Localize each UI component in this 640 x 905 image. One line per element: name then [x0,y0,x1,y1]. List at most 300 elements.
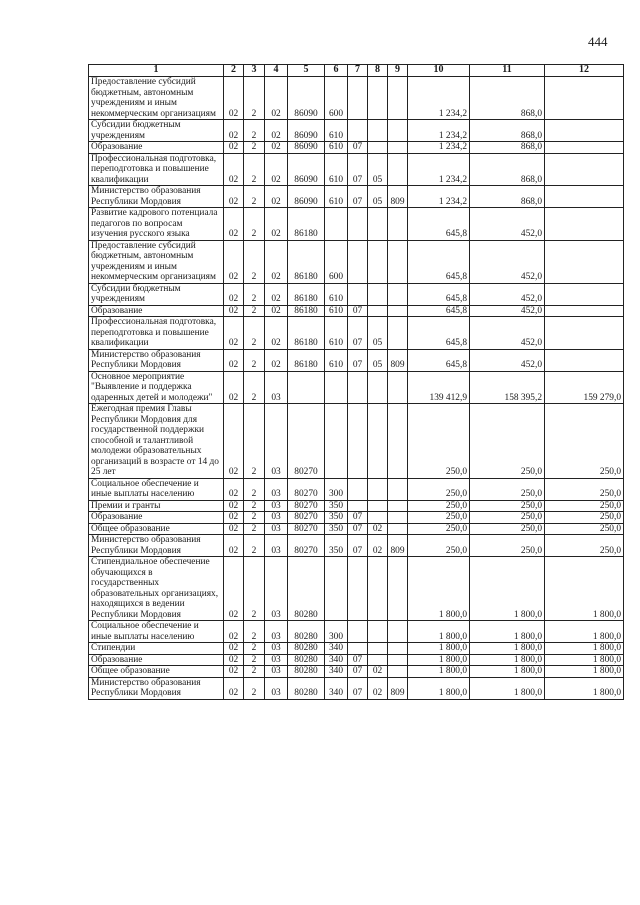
cell-col-9 [388,523,408,535]
cell-col-10: 645,8 [408,283,470,305]
row-name-cell: Образование [89,142,224,154]
cell-col-10: 1 800,0 [408,677,470,699]
cell-col-3: 2 [244,153,265,186]
cell-col-12: 1 800,0 [545,643,624,655]
header-col-1: 1 [89,65,224,77]
cell-col-4: 02 [265,186,288,208]
cell-col-6: 610 [325,349,348,371]
cell-col-9 [388,153,408,186]
cell-col-11: 868,0 [470,186,545,208]
header-col-7: 7 [348,65,368,77]
cell-col-11: 1 800,0 [470,557,545,621]
cell-col-5: 86090 [288,77,325,120]
cell-col-8: 02 [368,677,388,699]
row-name-cell: Основное мероприятие "Выявление и поддержка одаренных детей и молодежи" [89,371,224,404]
cell-col-11: 1 800,0 [470,666,545,678]
row-name-cell: Социальное обеспечение и иные выплаты населению [89,478,224,500]
cell-col-10: 250,0 [408,512,470,524]
cell-col-11: 250,0 [470,535,545,557]
cell-col-8 [368,654,388,666]
cell-col-11: 250,0 [470,404,545,479]
cell-col-5: 86090 [288,186,325,208]
cell-col-7: 07 [348,523,368,535]
row-name-cell: Министерство образования Республики Мордовия [89,535,224,557]
cell-col-3: 2 [244,557,265,621]
cell-col-6: 340 [325,654,348,666]
cell-col-4: 03 [265,643,288,655]
cell-col-3: 2 [244,349,265,371]
cell-col-8 [368,240,388,283]
cell-col-12: 250,0 [545,500,624,512]
cell-col-7 [348,557,368,621]
cell-col-7 [348,208,368,241]
table-row [89,120,624,142]
cell-col-12 [545,142,624,154]
cell-col-10: 1 234,2 [408,153,470,186]
cell-col-11: 452,0 [470,305,545,317]
table-row [89,283,624,305]
cell-col-11: 452,0 [470,283,545,305]
cell-col-9: 809 [388,349,408,371]
row-name-cell: Министерство образования Республики Мордовия [89,349,224,371]
cell-col-7 [348,404,368,479]
cell-col-2: 02 [224,153,244,186]
table-row [89,317,624,350]
row-name-cell: Министерство образования Республики Мордовия [89,677,224,699]
row-name-cell: Общее образование [89,523,224,535]
cell-col-2: 02 [224,142,244,154]
cell-col-7: 07 [348,317,368,350]
cell-col-6: 610 [325,317,348,350]
cell-col-8: 05 [368,186,388,208]
cell-col-7: 07 [348,142,368,154]
cell-col-5: 80270 [288,523,325,535]
cell-col-7 [348,283,368,305]
cell-col-9 [388,643,408,655]
cell-col-8 [368,500,388,512]
cell-col-8 [368,305,388,317]
cell-col-4: 02 [265,77,288,120]
cell-col-11: 868,0 [470,153,545,186]
cell-col-11: 1 800,0 [470,643,545,655]
row-name-cell: Профессиональная подготовка, переподготовка и повышение квалификации [89,153,224,186]
cell-col-7 [348,77,368,120]
cell-col-2: 02 [224,120,244,142]
cell-col-8 [368,208,388,241]
table-row [89,666,624,678]
cell-col-11: 868,0 [470,142,545,154]
cell-col-4: 02 [265,240,288,283]
cell-col-9 [388,120,408,142]
cell-col-5: 80270 [288,535,325,557]
cell-col-9 [388,142,408,154]
cell-col-2: 02 [224,643,244,655]
table-row [89,404,624,479]
cell-col-10: 1 800,0 [408,621,470,643]
cell-col-3: 2 [244,371,265,404]
cell-col-8 [368,371,388,404]
cell-col-10: 1 234,2 [408,77,470,120]
cell-col-2: 02 [224,557,244,621]
cell-col-6: 610 [325,142,348,154]
table-row [89,654,624,666]
header-col-5: 5 [288,65,325,77]
cell-col-12 [545,186,624,208]
cell-col-8: 02 [368,666,388,678]
cell-col-8 [368,557,388,621]
cell-col-5: 80280 [288,557,325,621]
cell-col-3: 2 [244,404,265,479]
cell-col-10: 139 412,9 [408,371,470,404]
cell-col-3: 2 [244,305,265,317]
cell-col-6: 350 [325,512,348,524]
cell-col-7: 07 [348,305,368,317]
cell-col-5: 86180 [288,349,325,371]
cell-col-12: 1 800,0 [545,666,624,678]
cell-col-11: 250,0 [470,500,545,512]
table-row [89,643,624,655]
cell-col-12 [545,208,624,241]
cell-col-3: 2 [244,666,265,678]
cell-col-9 [388,478,408,500]
cell-col-11: 452,0 [470,317,545,350]
table-row [89,478,624,500]
cell-col-9 [388,283,408,305]
cell-col-10: 250,0 [408,404,470,479]
cell-col-11: 452,0 [470,208,545,241]
cell-col-2: 02 [224,317,244,350]
cell-col-5: 80270 [288,478,325,500]
page-number: 444 [588,34,608,49]
cell-col-12: 159 279,0 [545,371,624,404]
cell-col-11: 250,0 [470,478,545,500]
cell-col-4: 03 [265,621,288,643]
table-row [89,500,624,512]
cell-col-7: 07 [348,186,368,208]
row-name-cell: Образование [89,512,224,524]
cell-col-7 [348,371,368,404]
row-name-cell: Субсидии бюджетным учреждениям [89,120,224,142]
cell-col-5: 80270 [288,404,325,479]
cell-col-5: 86180 [288,317,325,350]
cell-col-10: 1 234,2 [408,142,470,154]
cell-col-9 [388,557,408,621]
cell-col-5 [288,371,325,404]
cell-col-2: 02 [224,621,244,643]
cell-col-5: 80270 [288,500,325,512]
cell-col-6: 610 [325,153,348,186]
cell-col-12: 1 800,0 [545,654,624,666]
cell-col-9 [388,317,408,350]
cell-col-6 [325,208,348,241]
cell-col-10: 1 800,0 [408,557,470,621]
row-name-cell: Профессиональная подготовка, переподготовка и повышение квалификации [89,317,224,350]
cell-col-6: 600 [325,77,348,120]
cell-col-9 [388,240,408,283]
cell-col-11: 1 800,0 [470,621,545,643]
cell-col-2: 02 [224,677,244,699]
cell-col-11: 1 800,0 [470,677,545,699]
cell-col-7: 07 [348,349,368,371]
cell-col-7: 07 [348,666,368,678]
cell-col-6: 340 [325,643,348,655]
cell-col-6 [325,557,348,621]
table-row [89,677,624,699]
cell-col-6: 610 [325,283,348,305]
cell-col-3: 2 [244,677,265,699]
row-name-cell: Предоставление субсидий бюджетным, автономным учреждениям и иным некоммерческим организациям [89,240,224,283]
cell-col-8 [368,621,388,643]
cell-col-6: 610 [325,186,348,208]
cell-col-6: 340 [325,677,348,699]
table-row [89,240,624,283]
cell-col-4: 03 [265,500,288,512]
cell-col-8 [368,512,388,524]
cell-col-10: 645,8 [408,349,470,371]
cell-col-5: 80280 [288,666,325,678]
cell-col-3: 2 [244,208,265,241]
cell-col-4: 02 [265,317,288,350]
cell-col-9 [388,77,408,120]
cell-col-4: 02 [265,142,288,154]
row-name-cell: Стипендиальное обеспечение обучающихся в государственных образовательных организациях, находящихся в ведении Республики Мордовия [89,557,224,621]
cell-col-11: 452,0 [470,240,545,283]
cell-col-12 [545,240,624,283]
cell-col-4: 03 [265,478,288,500]
cell-col-5: 80270 [288,512,325,524]
cell-col-2: 02 [224,478,244,500]
table-row [89,77,624,120]
cell-col-12: 1 800,0 [545,621,624,643]
cell-col-3: 2 [244,621,265,643]
header-col-2: 2 [224,65,244,77]
cell-col-10: 645,8 [408,240,470,283]
cell-col-11: 868,0 [470,120,545,142]
table-row [89,557,624,621]
cell-col-4: 02 [265,120,288,142]
table-row [89,535,624,557]
cell-col-2: 02 [224,371,244,404]
cell-col-7 [348,240,368,283]
cell-col-7 [348,500,368,512]
cell-col-3: 2 [244,186,265,208]
cell-col-10: 645,8 [408,305,470,317]
cell-col-12: 1 800,0 [545,677,624,699]
cell-col-5: 80280 [288,643,325,655]
cell-col-9 [388,500,408,512]
cell-col-4: 03 [265,677,288,699]
row-name-cell: Образование [89,305,224,317]
cell-col-2: 02 [224,208,244,241]
cell-col-4: 02 [265,283,288,305]
cell-col-12: 250,0 [545,523,624,535]
table-row [89,371,624,404]
cell-col-4: 02 [265,153,288,186]
row-name-cell: Ежегодная премия Главы Республики Мордовия для государственной поддержки способной и талантливой молодежи образовательных организаций в возрасте от 14 до 25 лет [89,404,224,479]
cell-col-2: 02 [224,349,244,371]
cell-col-11: 250,0 [470,523,545,535]
header-col-6: 6 [325,65,348,77]
cell-col-8: 02 [368,535,388,557]
cell-col-3: 2 [244,120,265,142]
cell-col-8 [368,283,388,305]
cell-col-2: 02 [224,77,244,120]
cell-col-5: 86180 [288,240,325,283]
cell-col-3: 2 [244,240,265,283]
cell-col-4: 03 [265,523,288,535]
cell-col-5: 86090 [288,142,325,154]
cell-col-2: 02 [224,666,244,678]
cell-col-4: 02 [265,305,288,317]
cell-col-11: 250,0 [470,512,545,524]
cell-col-4: 03 [265,371,288,404]
cell-col-10: 1 234,2 [408,120,470,142]
cell-col-7 [348,120,368,142]
cell-col-4: 03 [265,535,288,557]
cell-col-9 [388,621,408,643]
cell-col-2: 02 [224,283,244,305]
cell-col-12: 250,0 [545,512,624,524]
cell-col-3: 2 [244,283,265,305]
cell-col-6: 350 [325,535,348,557]
row-name-cell: Стипендии [89,643,224,655]
cell-col-9: 809 [388,535,408,557]
cell-col-10: 1 234,2 [408,186,470,208]
cell-col-5: 86090 [288,153,325,186]
header-col-12: 12 [545,65,624,77]
cell-col-4: 03 [265,404,288,479]
cell-col-6 [325,404,348,479]
budget-table [88,64,624,700]
header-col-3: 3 [244,65,265,77]
cell-col-3: 2 [244,317,265,350]
cell-col-4: 03 [265,512,288,524]
cell-col-8 [368,643,388,655]
cell-col-12 [545,317,624,350]
cell-col-8 [368,478,388,500]
cell-col-7: 07 [348,512,368,524]
cell-col-7 [348,478,368,500]
table-row [89,153,624,186]
row-name-cell: Общее образование [89,666,224,678]
cell-col-4: 03 [265,666,288,678]
header-col-8: 8 [368,65,388,77]
cell-col-5: 80280 [288,677,325,699]
cell-col-10: 250,0 [408,500,470,512]
cell-col-10: 250,0 [408,523,470,535]
cell-col-9 [388,305,408,317]
cell-col-12: 250,0 [545,478,624,500]
cell-col-7: 07 [348,654,368,666]
row-name-cell: Субсидии бюджетным учреждениям [89,283,224,305]
cell-col-5: 86180 [288,208,325,241]
cell-col-11: 158 395,2 [470,371,545,404]
cell-col-9 [388,666,408,678]
cell-col-7: 07 [348,535,368,557]
row-name-cell: Развитие кадрового потенциала педагогов по вопросам изучения русского языка [89,208,224,241]
cell-col-9: 809 [388,186,408,208]
cell-col-9 [388,654,408,666]
cell-col-10: 645,8 [408,317,470,350]
cell-col-3: 2 [244,523,265,535]
header-row [89,65,624,77]
cell-col-4: 02 [265,208,288,241]
row-name-cell: Предоставление субсидий бюджетным, автономным учреждениям и иным некоммерческим организациям [89,77,224,120]
cell-col-2: 02 [224,654,244,666]
cell-col-10: 1 800,0 [408,666,470,678]
cell-col-5: 80280 [288,654,325,666]
cell-col-11: 868,0 [470,77,545,120]
cell-col-6 [325,371,348,404]
table-row [89,621,624,643]
cell-col-3: 2 [244,77,265,120]
cell-col-9 [388,512,408,524]
cell-col-5: 80280 [288,621,325,643]
cell-col-12 [545,153,624,186]
cell-col-4: 03 [265,557,288,621]
cell-col-2: 02 [224,404,244,479]
cell-col-4: 03 [265,654,288,666]
cell-col-11: 452,0 [470,349,545,371]
cell-col-3: 2 [244,500,265,512]
cell-col-12 [545,77,624,120]
cell-col-12 [545,305,624,317]
cell-col-5: 86090 [288,120,325,142]
cell-col-10: 250,0 [408,478,470,500]
cell-col-6: 610 [325,305,348,317]
cell-col-6: 600 [325,240,348,283]
cell-col-7 [348,643,368,655]
row-name-cell: Социальное обеспечение и иные выплаты населению [89,621,224,643]
cell-col-6: 350 [325,500,348,512]
row-name-cell: Премии и гранты [89,500,224,512]
cell-col-7: 07 [348,677,368,699]
cell-col-12: 250,0 [545,535,624,557]
header-col-11: 11 [470,65,545,77]
cell-col-9: 809 [388,677,408,699]
cell-col-3: 2 [244,643,265,655]
cell-col-8: 05 [368,317,388,350]
cell-col-10: 1 800,0 [408,654,470,666]
cell-col-10: 645,8 [408,208,470,241]
cell-col-8 [368,142,388,154]
cell-col-11: 1 800,0 [470,654,545,666]
cell-col-3: 2 [244,142,265,154]
cell-col-8 [368,77,388,120]
cell-col-2: 02 [224,535,244,557]
cell-col-10: 250,0 [408,535,470,557]
cell-col-8: 05 [368,349,388,371]
cell-col-3: 2 [244,512,265,524]
cell-col-8 [368,120,388,142]
table-row [89,142,624,154]
cell-col-12 [545,283,624,305]
header-col-9: 9 [388,65,408,77]
cell-col-3: 2 [244,478,265,500]
cell-col-9 [388,208,408,241]
cell-col-4: 02 [265,349,288,371]
cell-col-6: 300 [325,621,348,643]
table-row [89,208,624,241]
cell-col-3: 2 [244,535,265,557]
table-row [89,186,624,208]
header-col-4: 4 [265,65,288,77]
row-name-cell: Министерство образования Республики Мордовия [89,186,224,208]
cell-col-12: 250,0 [545,404,624,479]
cell-col-6: 350 [325,523,348,535]
table-row [89,349,624,371]
cell-col-2: 02 [224,500,244,512]
